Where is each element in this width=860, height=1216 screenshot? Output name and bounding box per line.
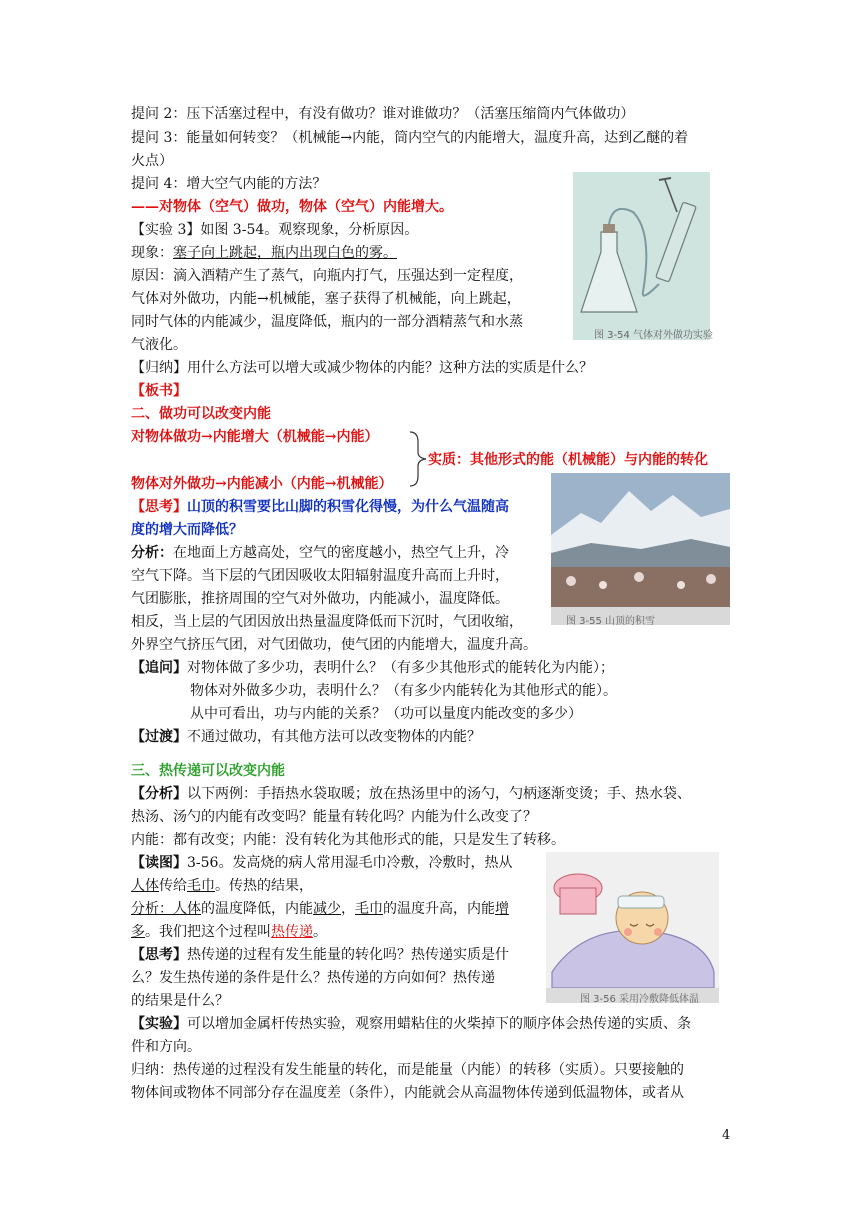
analysis-line-4: 相反，当上层的气团因放出热量温度降低而下沉时，气团收缩， bbox=[131, 614, 523, 630]
follow-up-label: 【追问】 bbox=[131, 660, 187, 676]
word-towel: 毛巾 bbox=[187, 878, 215, 894]
word-result: 。传热的结果， bbox=[215, 878, 313, 894]
cold-compress-illustration bbox=[546, 852, 719, 1003]
section-2-title: 二、做功可以改变内能 bbox=[131, 406, 271, 422]
read-figure-4 bbox=[131, 922, 327, 942]
phenomenon-line bbox=[131, 243, 397, 263]
follow-up-3: 从中可看出，功与内能的关系？（功可以量度内能改变的多少） bbox=[190, 706, 582, 722]
question-2: 提问 2：压下活塞过程中，有没有做功？谁对谁做功？（活塞压缩筒内气体做功） bbox=[131, 106, 635, 122]
question-3: 提问 3：能量如何转变？（机械能→内能，筒内空气的内能增大，温度升高，达到乙醚的着 bbox=[131, 130, 689, 146]
figure-3-54 bbox=[573, 172, 710, 340]
word-temp-drop: 的温度降低，内能 bbox=[201, 901, 313, 917]
analysis-label: 分析： bbox=[131, 545, 173, 561]
blackboard-heading: 【板书】 bbox=[131, 383, 187, 399]
figure-3-54-caption: 图 3-54 气体对外做功实验 bbox=[594, 330, 714, 341]
internal-energy-answer: 内能：都有改变；内能：没有转化为其他形式的能，只是发生了转移。 bbox=[131, 832, 565, 848]
think-2-line-2: 么？发生热传递的条件是什么？热传递的方向如何？热传递 bbox=[131, 970, 495, 986]
flask-pump-illustration bbox=[573, 172, 710, 340]
follow-up-text: 对物体做了多少功，表明什么？（有多少其他形式的能转化为内能）； bbox=[187, 660, 614, 676]
word-towel-2: 毛巾 bbox=[355, 901, 383, 917]
object-does-work: 物体对外做功→内能减小（内能→机械能） bbox=[131, 476, 393, 492]
reason-line-4: 气液化。 bbox=[131, 337, 187, 353]
analysis-line-3: 气团膨胀，推挤周围的空气对外做功，内能减小，温度降低。 bbox=[131, 591, 509, 607]
question-4: 提问 4：增大空气内能的方法？ bbox=[131, 176, 327, 192]
reason-line-3: 同时气体的内能减少，温度降低，瓶内的一部分酒精蒸气和水蒸 bbox=[131, 314, 523, 330]
analysis-line-5: 外界空气挤压气团，对气团做功，使气团的内能增大，温度升高。 bbox=[131, 637, 537, 653]
summary-question: 【归纳】用什么方法可以增大或减少物体的内能？这种方法的实质是什么？ bbox=[131, 360, 593, 376]
think-label: 【思考】 bbox=[131, 499, 187, 515]
examples-text: 以下两例：手捂热水袋取暖；放在热汤里中的汤勺，勺柄逐渐变烫；手、热水袋、 bbox=[187, 786, 691, 802]
read-figure-3 bbox=[131, 899, 509, 919]
word-increase-2: 多 bbox=[131, 924, 145, 940]
figure-3-55-caption: 图 3-55 山顶的积雪 bbox=[566, 616, 656, 627]
reason-line-2: 气体对外做功，内能→机械能，塞子获得了机械能，向上跳起， bbox=[131, 291, 521, 307]
word-comma: ， bbox=[341, 901, 355, 917]
read-figure-2 bbox=[131, 876, 313, 896]
think-line-2: 度的增大而降低？ bbox=[131, 522, 243, 538]
essence-note: 实质：其他形式的能（机械能）与内能的转化 bbox=[428, 452, 708, 468]
word-increase: 增 bbox=[495, 901, 509, 917]
analysis-label-2: 分析： bbox=[131, 901, 173, 917]
figure-3-56 bbox=[546, 852, 719, 1003]
word-body-2: 人体 bbox=[173, 901, 201, 917]
experiment-line-2: 件和方向。 bbox=[131, 1039, 201, 1055]
follow-up-1 bbox=[131, 658, 614, 678]
experiment-line-1 bbox=[131, 1014, 691, 1034]
follow-up-2: 物体对外做多少功，表明什么？（有多少内能转化为其他形式的能）。 bbox=[190, 683, 617, 699]
page-number: 4 bbox=[722, 1128, 731, 1143]
word-decrease: 减少 bbox=[313, 901, 341, 917]
phenomenon-label: 现象： bbox=[131, 245, 173, 261]
analysis-line-1 bbox=[131, 543, 509, 563]
snowy-mountain-photo bbox=[551, 473, 730, 625]
experiment-3: 【实验 3】如图 3-54。观察现象，分析原因。 bbox=[131, 222, 419, 238]
transition-label: 【过渡】 bbox=[131, 729, 187, 745]
think-text: 山顶的积雪要比山脚的积雪化得慢，为什么气温随高 bbox=[187, 499, 509, 515]
question-3-cont: 火点） bbox=[131, 153, 173, 169]
analysis-line-2: 空气下降。当下层的气团因吸收太阳辐射温度升高而上升时， bbox=[131, 568, 509, 584]
work-on-object: 对物体做功→内能增大（机械能→内能） bbox=[131, 429, 379, 445]
word-period: 。 bbox=[313, 924, 327, 940]
word-temp-rise: 的温度升高，内能 bbox=[383, 901, 495, 917]
analysis-examples-2: 热汤、汤勺的内能有改变吗？能量有转化吗？内能为什么改变了？ bbox=[131, 809, 537, 825]
word-to: 传给 bbox=[159, 878, 187, 894]
conclusion-line-1: 归纳：热传递的过程没有发生能量的转化，而是能量（内能）的转移（实质）。只要接触的 bbox=[131, 1062, 684, 1078]
section-3-title: 三、热传递可以改变内能 bbox=[131, 763, 285, 779]
conclusion-line-2: 物体间或物体不同部分存在温度差（条件），内能就会从高温物体传递到低温物体，或者从 bbox=[131, 1085, 684, 1101]
term-heat-transfer: 热传递 bbox=[271, 924, 313, 940]
think-2-line-1 bbox=[131, 945, 509, 965]
read-figure-1 bbox=[131, 853, 512, 873]
analysis-text: 在地面上方越高处，空气的密度越小，热空气上升，冷 bbox=[173, 545, 509, 561]
think-2-text: 热传递的过程有发生能量的转化吗？热传递实质是什 bbox=[187, 947, 509, 963]
think-2-label: 【思考】 bbox=[131, 947, 187, 963]
figure-3-55 bbox=[551, 473, 730, 625]
figure-3-56-caption: 图 3-56 采用冷敷降低体温 bbox=[580, 994, 700, 1005]
transition-line bbox=[131, 727, 481, 747]
reason-line-1: 原因：滴入酒精产生了蒸气，向瓶内打气，压强达到一定程度， bbox=[131, 268, 523, 284]
read-figure-text: 3-56。发高烧的病人常用湿毛巾冷敷，冷敷时，热从 bbox=[187, 855, 513, 871]
answer-4: ——对物体（空气）做功，物体（空气）内能增大。 bbox=[131, 199, 453, 215]
examples-label: 【分析】 bbox=[131, 786, 187, 802]
phenomenon-text: 塞子向上跳起，瓶内出现白色的雾。 bbox=[173, 245, 397, 261]
experiment-label: 【实验】 bbox=[131, 1016, 187, 1032]
brace-icon bbox=[408, 430, 430, 488]
word-body: 人体 bbox=[131, 878, 159, 894]
transition-text: 不通过做功，有其他方法可以改变物体的内能？ bbox=[187, 729, 481, 745]
think-line-1 bbox=[131, 497, 509, 517]
experiment-text: 可以增加金属杆传热实验，观察用蜡粘住的火柴掉下的顺序体会热传递的实质、条 bbox=[187, 1016, 691, 1032]
word-call: 。我们把这个过程叫 bbox=[145, 924, 271, 940]
analysis-examples-1 bbox=[131, 784, 691, 804]
read-figure-label: 【读图】 bbox=[131, 855, 187, 871]
think-2-line-3: 的结果是什么？ bbox=[131, 993, 229, 1009]
